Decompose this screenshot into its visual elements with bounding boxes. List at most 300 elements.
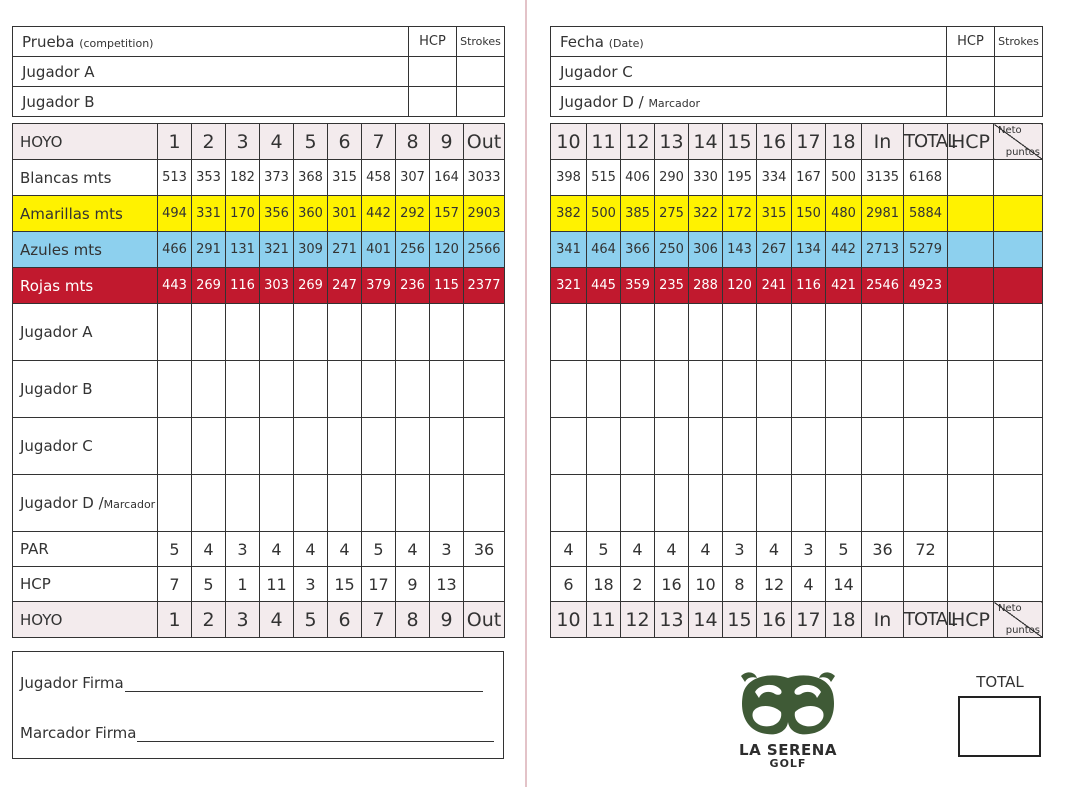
player-c-hcp-field[interactable] [947,57,995,87]
score-input-cell[interactable] [587,361,621,418]
total-col-label: TOTAL [904,602,948,638]
score-input-cell[interactable] [294,418,328,475]
player-c-strokes-field[interactable] [995,57,1043,87]
hcp-cell: 5 [192,567,226,602]
score-input-cell[interactable] [464,475,505,532]
score-input-cell[interactable] [826,418,862,475]
score-input-cell[interactable] [757,475,792,532]
scorecard-front-nine [12,123,505,638]
neto-label: Neto [998,603,1022,614]
distance-cell: 241 [757,268,792,304]
score-input-cell[interactable] [689,361,723,418]
score-input-cell[interactable] [862,418,904,475]
score-input-cell[interactable] [621,361,655,418]
distance-cell: 356 [260,196,294,232]
distance-cell: 321 [551,268,587,304]
player-b-hcp-field[interactable] [409,87,457,117]
score-input-cell[interactable] [551,418,587,475]
distance-cell [948,160,994,196]
score-input-cell[interactable] [757,361,792,418]
total-label: TOTAL [976,673,1024,691]
signature-underline [137,741,494,742]
logo-name: LA SERENA [739,741,837,759]
par-cell: 4 [328,532,362,567]
hole-number: 15 [723,124,757,160]
score-input-cell[interactable] [158,418,192,475]
score-input-cell[interactable] [826,361,862,418]
player-row [13,361,505,418]
hole-row [551,124,1043,160]
hole-number: 6 [328,124,362,160]
distance-cell: 116 [226,268,260,304]
hoyo-label: HOYO [13,124,158,160]
distance-cell [994,196,1043,232]
distance-cell: 480 [826,196,862,232]
hole-number: 17 [792,124,826,160]
player-a-strokes-field[interactable] [457,57,505,87]
score-input-cell[interactable] [757,418,792,475]
par-row [551,532,1043,567]
score-input-cell[interactable] [192,475,226,532]
signature-underline [125,691,483,692]
score-input-cell[interactable] [655,418,689,475]
score-input-cell[interactable] [723,418,757,475]
player-a-hcp-field[interactable] [409,57,457,87]
score-input-cell[interactable] [396,475,430,532]
hole-row [13,124,505,160]
hole-number: 12 [621,124,655,160]
player-d-strokes-field[interactable] [995,87,1043,117]
distance-cell: 382 [551,196,587,232]
score-input-cell[interactable] [464,361,505,418]
score-input-cell[interactable] [904,361,948,418]
score-input-cell[interactable] [226,475,260,532]
score-input-cell[interactable] [587,475,621,532]
distance-cell [994,268,1043,304]
distance-cell: 271 [328,232,362,268]
distance-cell: 288 [689,268,723,304]
hole-number: 18 [826,124,862,160]
hole-number: 1 [158,602,192,638]
distance-cell: 464 [587,232,621,268]
hole-number: 13 [655,602,689,638]
distance-cell: 269 [294,268,328,304]
distance-cell: 5884 [904,196,948,232]
par-row [13,532,505,567]
hcp-col-header: HCP [409,27,457,57]
hole-number: 16 [757,124,792,160]
hole-number: 4 [260,124,294,160]
neto-puntos-header [994,124,1043,160]
score-input-cell[interactable] [904,304,948,361]
distance-cell: 115 [430,268,464,304]
distance-cell: 466 [158,232,192,268]
distance-cell: 172 [723,196,757,232]
distance-cell: 157 [430,196,464,232]
player-c-label: Jugador C [551,57,947,87]
score-input-cell[interactable] [587,418,621,475]
score-input-cell[interactable] [430,361,464,418]
score-input-cell[interactable] [362,418,396,475]
score-input-cell[interactable] [948,418,994,475]
distance-cell: 330 [689,160,723,196]
par-cell: 36 [464,532,505,567]
player-row [551,304,1043,361]
tee-label: Rojas mts [13,268,158,304]
player-label: Jugador C [13,418,158,475]
score-input-cell[interactable] [948,361,994,418]
hcp-cell: 6 [551,567,587,602]
player-label [13,475,158,532]
score-input-cell[interactable] [792,475,826,532]
score-input-cell[interactable] [430,475,464,532]
distance-cell: 150 [792,196,826,232]
hole-number: 6 [328,602,362,638]
scorecard-back-nine [550,123,1043,638]
hcp-cell: 18 [587,567,621,602]
hoyo-label: HOYO [13,602,158,638]
score-input-cell[interactable] [689,475,723,532]
distance-cell: 421 [826,268,862,304]
score-input-cell[interactable] [294,304,328,361]
par-label: PAR [13,532,158,567]
score-input-cell[interactable] [723,361,757,418]
score-input-cell[interactable] [430,418,464,475]
neto-label: Neto [998,125,1022,136]
score-input-cell[interactable] [655,475,689,532]
score-input-cell[interactable] [621,304,655,361]
puntos-label: puntos [1005,147,1040,158]
hole-number: 2 [192,124,226,160]
score-input-cell[interactable] [430,304,464,361]
logo-sub: GOLF [769,757,807,770]
score-input-cell[interactable] [862,304,904,361]
par-cell: 4 [757,532,792,567]
tee-label: Amarillas mts [13,196,158,232]
distance-cell: 368 [294,160,328,196]
hcp-cell [948,567,994,602]
par-cell: 4 [294,532,328,567]
hole-number: 15 [723,602,757,638]
distance-cell: 321 [260,232,294,268]
par-cell: 5 [587,532,621,567]
hole-number: 4 [260,602,294,638]
neto-puntos-header [994,602,1043,638]
tee-label: Blancas mts [13,160,158,196]
score-input-cell[interactable] [328,475,362,532]
distance-cell: 195 [723,160,757,196]
hcp-cell [904,567,948,602]
score-input-cell[interactable] [862,475,904,532]
hole-number: 7 [362,602,396,638]
tee-row-blue [13,232,505,268]
distance-cell: 442 [362,196,396,232]
distance-cell: 291 [192,232,226,268]
hole-number: 16 [757,602,792,638]
total-score-box[interactable] [958,696,1041,757]
score-input-cell[interactable] [826,475,862,532]
score-input-cell[interactable] [362,304,396,361]
competition-label: Prueba (competition) [13,27,409,57]
hole-row [551,602,1043,638]
hole-number: 3 [226,124,260,160]
distance-cell: 494 [158,196,192,232]
score-input-cell[interactable] [689,304,723,361]
player-b-strokes-field[interactable] [457,87,505,117]
score-input-cell[interactable] [226,304,260,361]
distance-cell: 120 [723,268,757,304]
score-input-cell[interactable] [904,418,948,475]
score-input-cell[interactable] [158,475,192,532]
distance-cell: 2713 [862,232,904,268]
tee-label: Azules mts [13,232,158,268]
par-cell: 3 [226,532,260,567]
distance-cell: 360 [294,196,328,232]
distance-cell [948,232,994,268]
hcp-cell: 15 [328,567,362,602]
distance-cell: 290 [655,160,689,196]
out-label: Out [464,602,505,638]
distance-cell: 2981 [862,196,904,232]
score-input-cell[interactable] [158,361,192,418]
player-row [551,475,1043,532]
distance-cell: 353 [192,160,226,196]
hole-number: 9 [430,124,464,160]
hcp-col-header: HCP [947,27,995,57]
score-input-cell[interactable] [260,418,294,475]
hole-number: 13 [655,124,689,160]
distance-cell: 116 [792,268,826,304]
par-cell: 4 [396,532,430,567]
score-input-cell[interactable] [294,361,328,418]
score-input-cell[interactable] [192,304,226,361]
score-input-cell[interactable] [792,418,826,475]
distance-cell: 322 [689,196,723,232]
distance-cell: 247 [328,268,362,304]
score-input-cell[interactable] [723,475,757,532]
player-d-hcp-field[interactable] [947,87,995,117]
tee-row-red [13,268,505,304]
score-input-cell[interactable] [826,304,862,361]
score-input-cell[interactable] [655,304,689,361]
distance-cell: 4923 [904,268,948,304]
score-input-cell[interactable] [396,418,430,475]
hcp-cell: 8 [723,567,757,602]
score-input-cell[interactable] [362,475,396,532]
score-input-cell[interactable] [621,475,655,532]
hcp-col-label: HCP [948,124,994,160]
hcp-cell: 17 [362,567,396,602]
score-input-cell[interactable] [792,304,826,361]
score-input-cell[interactable] [192,361,226,418]
score-input-cell[interactable] [396,361,430,418]
score-input-cell[interactable] [551,304,587,361]
player-b-label: Jugador B [13,87,409,117]
score-input-cell[interactable] [464,304,505,361]
score-input-cell[interactable] [328,418,362,475]
score-input-cell[interactable] [328,304,362,361]
score-input-cell[interactable] [994,361,1043,418]
distance-cell: 331 [192,196,226,232]
par-cell: 4 [192,532,226,567]
distance-cell: 406 [621,160,655,196]
distance-cell: 3033 [464,160,505,196]
score-input-cell[interactable] [723,304,757,361]
distance-cell: 443 [158,268,192,304]
marker-signature-line[interactable] [20,724,494,742]
hcp-cell: 7 [158,567,192,602]
par-cell: 4 [689,532,723,567]
score-input-cell[interactable] [655,361,689,418]
distance-cell: 445 [587,268,621,304]
distance-cell: 359 [621,268,655,304]
distance-cell: 5279 [904,232,948,268]
par-cell: 3 [792,532,826,567]
hole-number: 9 [430,602,464,638]
score-input-cell[interactable] [464,418,505,475]
distance-cell: 256 [396,232,430,268]
player-signature-line[interactable] [20,674,483,692]
distance-cell: 500 [587,196,621,232]
distance-cell: 401 [362,232,396,268]
date-label: Fecha (Date) [551,27,947,57]
hcp-cell: 4 [792,567,826,602]
signature-box [12,651,504,759]
distance-cell: 513 [158,160,192,196]
hcp-cell [862,567,904,602]
tee-row-white [13,160,505,196]
score-input-cell[interactable] [757,304,792,361]
distance-cell: 292 [396,196,430,232]
strokes-col-header: Strokes [457,27,505,57]
score-input-cell[interactable] [226,418,260,475]
hole-number: 10 [551,602,587,638]
par-cell [994,532,1043,567]
hcp-row [551,567,1043,602]
tee-row-white [551,160,1043,196]
par-cell: 3 [723,532,757,567]
hcp-cell: 16 [655,567,689,602]
score-input-cell[interactable] [362,361,396,418]
distance-cell: 120 [430,232,464,268]
distance-cell: 3135 [862,160,904,196]
distance-cell: 267 [757,232,792,268]
score-input-cell[interactable] [260,475,294,532]
score-input-cell[interactable] [158,304,192,361]
player-d-label: Jugador D / Marcador [551,87,947,117]
distance-cell [948,268,994,304]
marker-signature-label: Marcador Firma [20,724,137,742]
score-input-cell[interactable] [192,418,226,475]
distance-cell: 379 [362,268,396,304]
score-input-cell[interactable] [994,475,1043,532]
hole-row [13,602,505,638]
player-label: Jugador A [13,304,158,361]
header-right [550,26,1043,117]
distance-cell: 167 [792,160,826,196]
score-input-cell[interactable] [904,475,948,532]
distance-cell: 306 [689,232,723,268]
hcp-cell: 11 [260,567,294,602]
score-input-cell[interactable] [792,361,826,418]
hole-number: 8 [396,602,430,638]
hcp-cell [464,567,505,602]
distance-cell: 2903 [464,196,505,232]
par-cell: 4 [551,532,587,567]
hcp-cell: 9 [396,567,430,602]
score-input-cell[interactable] [587,304,621,361]
score-input-cell[interactable] [994,418,1043,475]
total-col-label: TOTAL [904,124,948,160]
distance-cell: 442 [826,232,862,268]
score-input-cell[interactable] [328,361,362,418]
distance-cell: 236 [396,268,430,304]
tee-row-blue [551,232,1043,268]
hole-number: 17 [792,602,826,638]
distance-cell: 341 [551,232,587,268]
score-input-cell[interactable] [396,304,430,361]
distance-cell: 275 [655,196,689,232]
score-input-cell[interactable] [994,304,1043,361]
score-input-cell[interactable] [948,475,994,532]
hcp-cell: 10 [689,567,723,602]
score-input-cell[interactable] [226,361,260,418]
score-input-cell[interactable] [551,361,587,418]
distance-cell: 301 [328,196,362,232]
distance-cell [994,232,1043,268]
hole-number: 2 [192,602,226,638]
tee-row-yellow [13,196,505,232]
player-row [551,361,1043,418]
hole-number: 7 [362,124,396,160]
score-input-cell[interactable] [862,361,904,418]
puntos-label: puntos [1005,625,1040,636]
par-cell: 4 [621,532,655,567]
distance-cell: 250 [655,232,689,268]
score-input-cell[interactable] [260,304,294,361]
par-cell: 36 [862,532,904,567]
distance-cell: 398 [551,160,587,196]
distance-cell [994,160,1043,196]
score-input-cell[interactable] [551,475,587,532]
in-label: In [862,124,904,160]
distance-cell: 2546 [862,268,904,304]
hole-number: 11 [587,124,621,160]
score-input-cell[interactable] [260,361,294,418]
score-input-cell[interactable] [621,418,655,475]
header-left [12,26,505,117]
distance-cell: 134 [792,232,826,268]
par-cell: 5 [158,532,192,567]
hole-number: 10 [551,124,587,160]
hcp-cell: 2 [621,567,655,602]
score-input-cell[interactable] [294,475,328,532]
distance-cell: 143 [723,232,757,268]
distance-cell: 170 [226,196,260,232]
distance-cell: 303 [260,268,294,304]
hole-number: 5 [294,124,328,160]
hole-number: 3 [226,602,260,638]
par-cell: 3 [430,532,464,567]
tee-row-yellow [551,196,1043,232]
distance-cell: 182 [226,160,260,196]
hcp-label: HCP [13,567,158,602]
distance-cell: 334 [757,160,792,196]
distance-cell: 515 [587,160,621,196]
score-input-cell[interactable] [948,304,994,361]
distance-cell: 2377 [464,268,505,304]
score-input-cell[interactable] [689,418,723,475]
